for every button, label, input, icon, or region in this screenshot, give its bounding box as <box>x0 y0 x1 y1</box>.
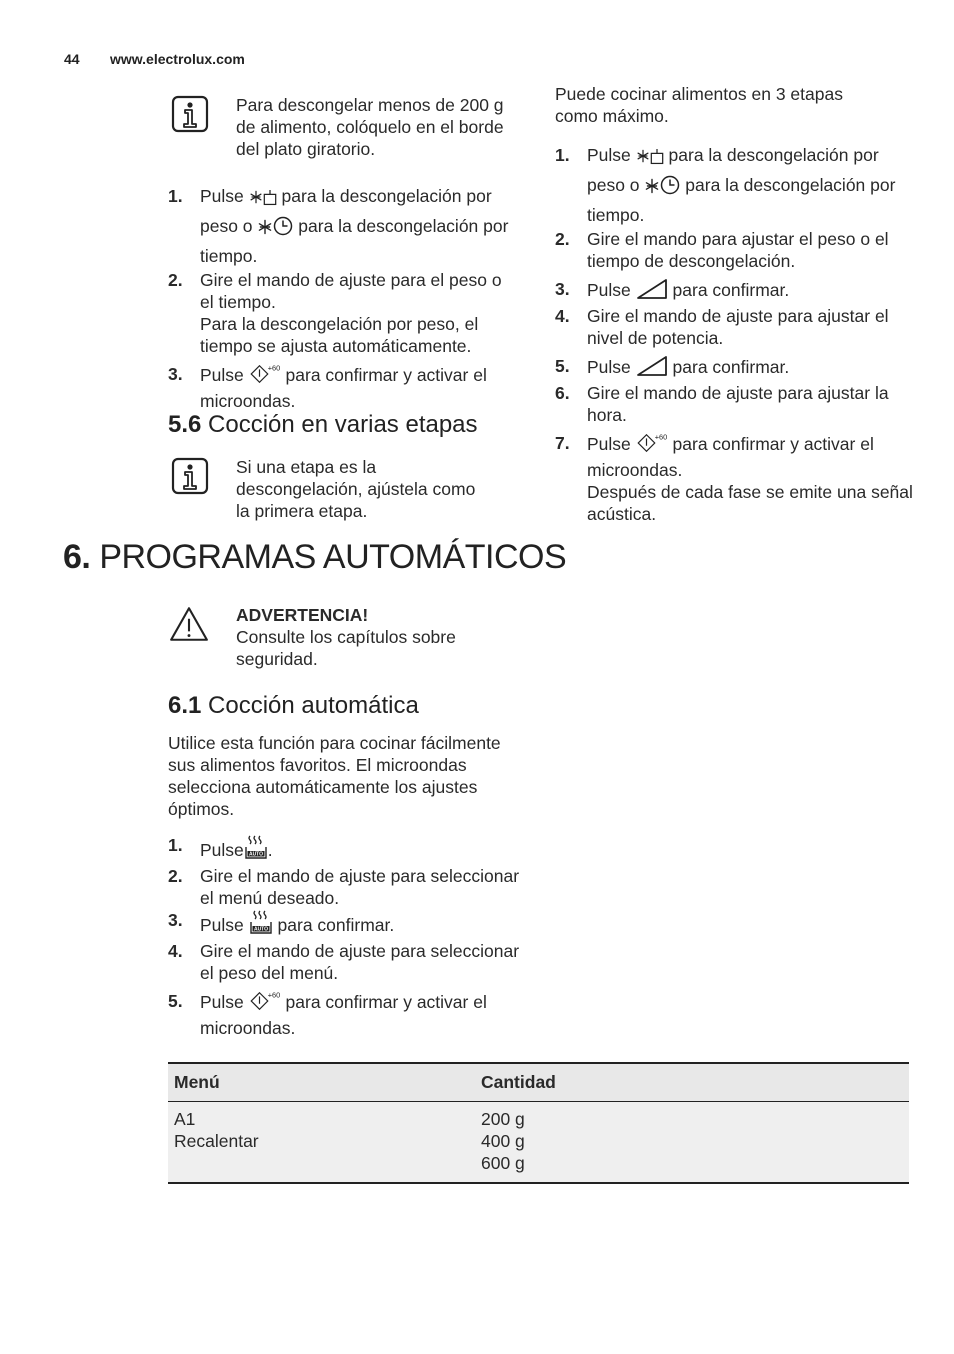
start-plus30-icon <box>249 990 281 1017</box>
defrost-steps <box>168 183 520 412</box>
list-item: 1. Pulse para la descongelación por peso o para la descongelación por tiempo. <box>555 142 915 228</box>
step-number: 3. <box>168 364 183 384</box>
list-item: 2. Gire el mando para ajustar el peso o el tiempo de descongelación. <box>555 229 889 271</box>
step-number: 5. <box>555 356 570 376</box>
step-number: 1. <box>168 835 183 855</box>
start-plus30-icon <box>249 363 281 390</box>
step-number: 4. <box>555 306 570 326</box>
step-number: 3. <box>168 910 183 930</box>
step-number: 1. <box>555 145 570 165</box>
confirm-wedge-icon <box>636 278 668 305</box>
warning-triangle-icon <box>168 605 210 643</box>
list-item: 5. Pulse para confirmar. <box>555 355 915 382</box>
auto-cooking-steps <box>168 834 520 1039</box>
step-number: 1. <box>168 186 183 206</box>
step-number: 2. <box>168 270 183 290</box>
list-item: 3. Pulse para confirmar. <box>168 909 520 940</box>
step-number: 5. <box>168 991 183 1011</box>
auto-menu-icon <box>244 834 268 865</box>
chapter-heading-6: 6. PROGRAMAS AUTOMÁTICOS <box>63 538 567 576</box>
confirm-wedge-icon <box>636 355 668 382</box>
defrost-time-icon <box>257 216 293 243</box>
defrost-weight-icon <box>249 187 277 213</box>
multistage-steps <box>555 142 915 525</box>
page-number: 44 <box>64 51 80 67</box>
step-number: 6. <box>555 383 570 403</box>
column-header-menu: Menú <box>168 1063 475 1102</box>
start-plus30-icon <box>636 432 668 459</box>
column-header-quantity: Cantidad <box>475 1063 909 1102</box>
step-number: 7. <box>555 433 570 453</box>
menu-cell: A1 Recalentar <box>168 1102 475 1184</box>
list-item: 3. Pulse para confirmar y activar el microondas. <box>168 364 487 411</box>
quantity-cell: 200 g 400 g 600 g <box>475 1102 909 1184</box>
defrost-weight-icon <box>636 146 664 172</box>
list-item: 5. Pulse para confirmar y activar el microondas. <box>168 991 487 1038</box>
auto-menu-table <box>168 1062 909 1184</box>
list-item: 1. Pulse para la descongelación por peso o para la descongelación por tiempo. <box>168 183 520 269</box>
list-item: 3. Pulse para confirmar. <box>555 278 915 305</box>
list-item: 4. Gire el mando de ajuste para seleccionar el peso del menú. <box>168 941 520 983</box>
warning-text: Consulte los capítulos sobre seguridad. <box>236 627 456 669</box>
info-icon <box>171 95 209 133</box>
info-icon <box>171 457 209 495</box>
note-multistage: Si una etapa es la descongelación, ajústela como la primera etapa. <box>236 457 476 521</box>
list-item: 2. Gire el mando de ajuste para seleccionar el menú deseado. <box>168 866 520 908</box>
warning-title: ADVERTENCIA! <box>236 605 369 625</box>
defrost-time-icon <box>644 175 680 202</box>
step-number: 2. <box>555 229 570 249</box>
multistage-intro: Puede cocinar alimentos en 3 etapas como máximo. <box>555 84 843 126</box>
list-item: 2. Gire el mando de ajuste para el peso o el tiempo. Para la descongelación por peso, el tiempo se ajusta automáticamente. <box>168 270 502 356</box>
auto-menu-icon <box>249 909 273 940</box>
warning-box <box>236 604 486 670</box>
list-item: 1. Pulse . <box>168 834 520 865</box>
list-item: 6. Gire el mando de ajuste para ajustar la hora. <box>555 383 889 425</box>
step-number: 4. <box>168 941 183 961</box>
list-item: 7. Pulse para confirmar y activar el microondas. Después de cada fase se emite una señal acústica. <box>555 433 913 524</box>
table-row <box>168 1102 909 1184</box>
section-heading-5-6: 5.6 Cocción en varias etapas <box>168 411 478 438</box>
note-defrost-small: Para descongelar menos de 200 g de alimento, colóquelo en el borde del plato giratorio. <box>236 95 504 159</box>
list-item: 4. Gire el mando de ajuste para ajustar el nivel de potencia. <box>555 306 889 348</box>
section-heading-6-1: 6.1 Cocción automática <box>168 692 419 719</box>
auto-cooking-intro: Utilice esta función para cocinar fácilmente sus alimentos favoritos. El microondas selecciona automáticamente los ajustes óptimos. <box>168 733 501 819</box>
step-number: 2. <box>168 866 183 886</box>
table-header-row <box>168 1063 909 1102</box>
site-url: www.electrolux.com <box>110 51 245 67</box>
step-number: 3. <box>555 279 570 299</box>
